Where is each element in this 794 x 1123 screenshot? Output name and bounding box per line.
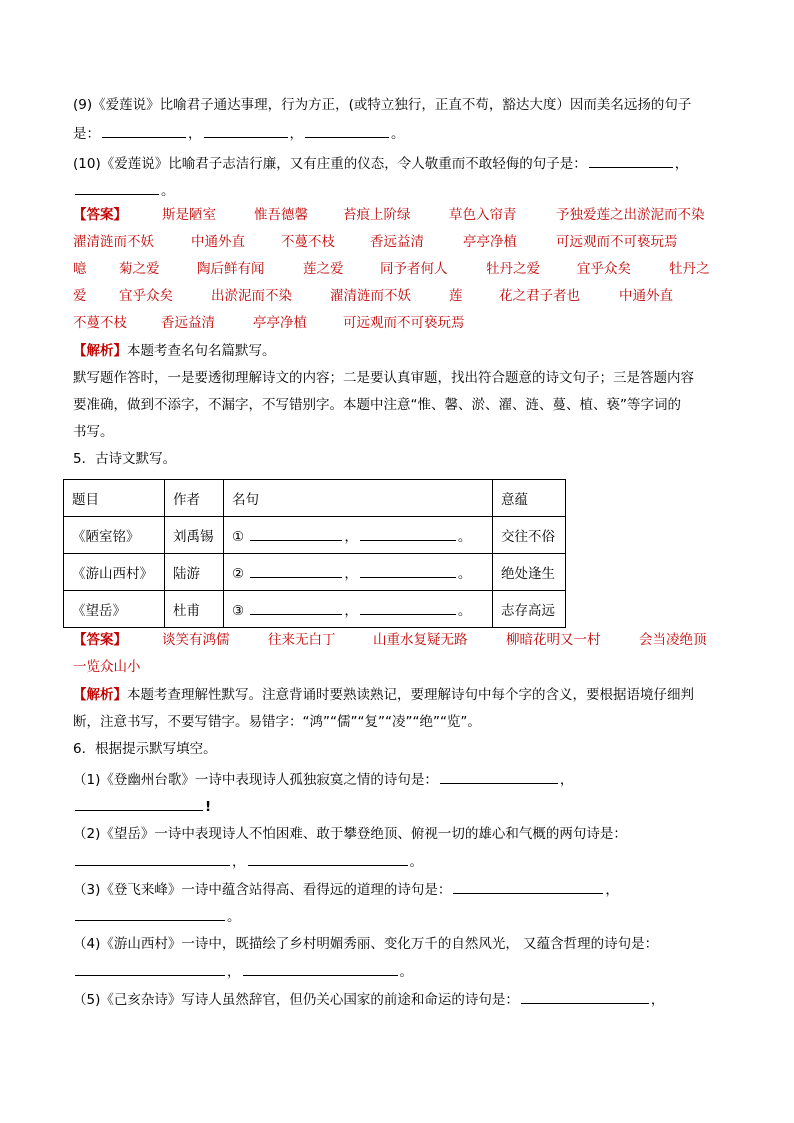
sep: ， xyxy=(650,992,665,1008)
q6-s3-blank-2[interactable] xyxy=(75,907,225,921)
answer-item: 同予者何人 xyxy=(380,261,448,277)
cell-meaning: 志存高远 xyxy=(493,591,566,628)
sep: ， xyxy=(559,772,574,788)
answer1-row2 xyxy=(73,233,723,251)
end: 。 xyxy=(227,909,241,925)
answer2-row2: 一览众山小 xyxy=(73,659,141,675)
q9-blank-1[interactable] xyxy=(102,124,186,138)
answer-item: 亭亭净植 xyxy=(253,315,307,331)
answer-item: 中通外直 xyxy=(191,234,245,250)
q6-s1-line2 xyxy=(73,797,211,816)
q6-s1-text: （1)《登幽州台歌》一诗中表现诗人孤独寂寞之情的诗句是： xyxy=(73,772,438,788)
answer-label: 【答案】 xyxy=(73,632,127,648)
answer-item: 不蔓不枝 xyxy=(73,315,127,331)
answer-item: 花之君子者也 xyxy=(499,288,580,304)
poem-table xyxy=(63,479,566,628)
answer-item: 莲之爱 xyxy=(303,261,344,277)
cell-quote xyxy=(224,591,493,628)
sep: ， xyxy=(227,964,241,980)
q6-s4-blank-2[interactable] xyxy=(243,962,398,976)
cell-meaning: 绝处逢生 xyxy=(493,554,566,591)
table-row xyxy=(64,554,566,591)
analysis2-p2: 断，注意书写，不要写错字。易错字：“鸿”“儒”“复”“凌”“绝”“览”。 xyxy=(73,714,481,730)
answer-item: 会当凌绝顶 xyxy=(639,632,707,648)
table-blank[interactable] xyxy=(360,527,456,541)
sep: ， xyxy=(344,566,358,582)
header-author: 作者 xyxy=(165,480,224,517)
q10-blank-1[interactable] xyxy=(589,154,673,168)
q9-text: (9)《爱莲说》比喻君子通达事理，行为方正，(或特立独行，正直不苟，豁达大度）因而美名远扬的句子 xyxy=(73,97,692,113)
end: 。 xyxy=(399,964,413,980)
answer-item: 香远益清 xyxy=(161,315,215,331)
q10-line2 xyxy=(73,181,175,200)
sep: ， xyxy=(344,603,358,619)
q9-line2 xyxy=(73,124,405,143)
answer-item: 谈笑有鸿儒 xyxy=(162,632,230,648)
table-blank[interactable] xyxy=(360,564,456,578)
cell-author: 杜甫 xyxy=(165,591,224,628)
q6-s2-line2 xyxy=(73,852,423,871)
answer-item: 山重水复疑无路 xyxy=(373,632,468,648)
q9-line1 xyxy=(73,96,691,114)
q10-blank-2[interactable] xyxy=(75,181,159,195)
exclamation: ! xyxy=(205,799,212,815)
q6-s5 xyxy=(73,990,664,1009)
answer-item: 莲 xyxy=(449,288,463,304)
analysis2-line xyxy=(73,686,694,704)
q6-s1-blank-1[interactable] xyxy=(440,770,558,784)
q6-s2: （2)《望岳》一诗中表现诗人不怕困难、敢于攀登绝顶、俯视一切的雄心和气概的两句诗是： xyxy=(73,826,627,842)
header-quote: 名句 xyxy=(224,480,493,517)
q6-s2-blank-2[interactable] xyxy=(248,852,408,866)
answer-item: 不蔓不枝 xyxy=(281,234,335,250)
header-meaning: 意蕴 xyxy=(493,480,566,517)
header-title: 题目 xyxy=(64,480,165,517)
q6-title: 6．根据提示默写填空。 xyxy=(73,741,217,757)
end: 。 xyxy=(457,529,472,545)
table-header-row xyxy=(64,480,566,517)
end: 。 xyxy=(457,566,472,582)
cell-author: 陆游 xyxy=(165,554,224,591)
answer-item: 宜乎众矣 xyxy=(577,261,631,277)
sep: ， xyxy=(232,854,246,870)
table-blank[interactable] xyxy=(360,601,456,615)
answer-item: 出淤泥而不染 xyxy=(211,288,292,304)
circled-number: ③ xyxy=(232,603,245,619)
q10-text: (10)《爱莲说》比喻君子志洁行廉，又有庄重的仪态，令人敬重而不敢轻侮的句子是： xyxy=(73,156,587,172)
answer-item: 濯清涟而不妖 xyxy=(73,234,154,250)
answer-item: 爱 xyxy=(73,288,87,304)
table-blank[interactable] xyxy=(250,601,342,615)
analysis1-p2: 要准确，做到不添字，不漏字，不写错别字。本题中注意“惟、馨、淤、濯、涟、蔓、植、亵”等字词的 xyxy=(73,397,681,413)
answer-item: 牡丹之爱 xyxy=(486,261,540,277)
q6-s4-blank-1[interactable] xyxy=(75,962,225,976)
q6-s5-blank-1[interactable] xyxy=(521,990,649,1004)
sep: ， xyxy=(605,882,619,898)
q6-s5-text: （5)《己亥杂诗》写诗人虽然辞官，但仍关心国家的前途和命运的诗句是： xyxy=(73,992,519,1008)
q9-sep: ， xyxy=(289,126,303,142)
sep: ， xyxy=(344,529,358,545)
answer-item: 濯清涟而不妖 xyxy=(330,288,411,304)
q6-s1-blank-2[interactable] xyxy=(75,797,203,811)
q9-blank-2[interactable] xyxy=(204,124,288,138)
table-row xyxy=(64,591,566,628)
q6-s3 xyxy=(73,880,619,899)
q10-line1 xyxy=(73,154,688,173)
q9-blank-3[interactable] xyxy=(305,124,389,138)
analysis1-p1: 默写题作答时，一是要透彻理解诗文的内容；二是要认真审题，找出符合题意的诗文句子；三是答题内容 xyxy=(73,370,694,386)
q6-s4: （4)《游山西村》一诗中，既描绘了乡村明媚秀丽、变化万千的自然风光， 又蕴含哲理的诗句是： xyxy=(73,936,659,952)
cell-quote xyxy=(224,517,493,554)
answer-item: 斯是陋室 xyxy=(162,207,216,223)
answer-item: 陶后鲜有闻 xyxy=(197,261,265,277)
end: 。 xyxy=(409,854,423,870)
answer-item: 予独爱莲之出淤泥而不染 xyxy=(556,207,705,223)
answer-item: 往来无白丁 xyxy=(268,632,336,648)
cell-title: 《望岳》 xyxy=(64,591,165,628)
answer-item: 惟吾德馨 xyxy=(254,207,308,223)
answer1-row1 xyxy=(73,206,723,224)
q6-s3-text: （3)《登飞来峰》一诗中蕴含站得高、看得远的道理的诗句是： xyxy=(73,882,452,898)
analysis-label: 【解析】 xyxy=(73,687,127,703)
q5-title: 5．古诗文默写。 xyxy=(73,451,177,467)
cell-quote xyxy=(224,554,493,591)
cell-title: 《游山西村》 xyxy=(64,554,165,591)
q6-s2-blank-1[interactable] xyxy=(75,852,230,866)
end: 。 xyxy=(457,603,472,619)
answer2-row1 xyxy=(73,631,723,649)
answer-item: 可远观而不可亵玩焉 xyxy=(556,234,678,250)
table-row xyxy=(64,517,566,554)
q9-sep: ， xyxy=(188,126,202,142)
answer1-row5 xyxy=(73,314,723,332)
table-blank[interactable] xyxy=(250,564,342,578)
answer-item: 宜乎众矣 xyxy=(119,288,173,304)
answer-item: 香远益清 xyxy=(370,234,424,250)
q9-end: 。 xyxy=(391,126,405,142)
q6-s3-blank-1[interactable] xyxy=(453,880,603,894)
circled-number: ② xyxy=(232,566,245,582)
answer-label: 【答案】 xyxy=(73,207,127,223)
cell-meaning: 交往不俗 xyxy=(493,517,566,554)
cell-author: 刘禹锡 xyxy=(165,517,224,554)
answer-item: 牡丹之 xyxy=(669,261,710,277)
circled-number: ① xyxy=(232,529,245,545)
table-blank[interactable] xyxy=(250,527,342,541)
q10-end: 。 xyxy=(161,183,175,199)
answer-item: 亭亭净植 xyxy=(463,234,517,250)
analysis-label: 【解析】 xyxy=(73,343,127,359)
answer-item: 可远观而不可亵玩焉 xyxy=(343,315,465,331)
q6-s1 xyxy=(73,770,573,789)
answer-item: 柳暗花明又一村 xyxy=(506,632,601,648)
answer-item: 菊之爱 xyxy=(119,261,160,277)
answer-item: 噫 xyxy=(73,261,87,277)
answer-item: 苔痕上阶绿 xyxy=(343,207,411,223)
analysis1-line xyxy=(73,342,276,360)
answer1-row3 xyxy=(73,260,723,278)
q6-s4-line2 xyxy=(73,962,413,981)
analysis-text: 本题考查理解性默写。注意背诵时要熟读熟记，要理解诗句中每个字的含义，要根据语境仔细判 xyxy=(127,687,694,703)
answer-item: 中通外直 xyxy=(619,288,673,304)
answer-item: 草色入帘青 xyxy=(449,207,517,223)
analysis1-p3: 书写。 xyxy=(73,424,114,440)
answer1-row4 xyxy=(73,287,723,305)
q6-s3-line2 xyxy=(73,907,241,926)
analysis-text: 本题考查名句名篇默写。 xyxy=(127,343,276,359)
q10-sep: ， xyxy=(674,156,689,172)
cell-title: 《陋室铭》 xyxy=(64,517,165,554)
q9-prefix: 是： xyxy=(73,126,100,142)
